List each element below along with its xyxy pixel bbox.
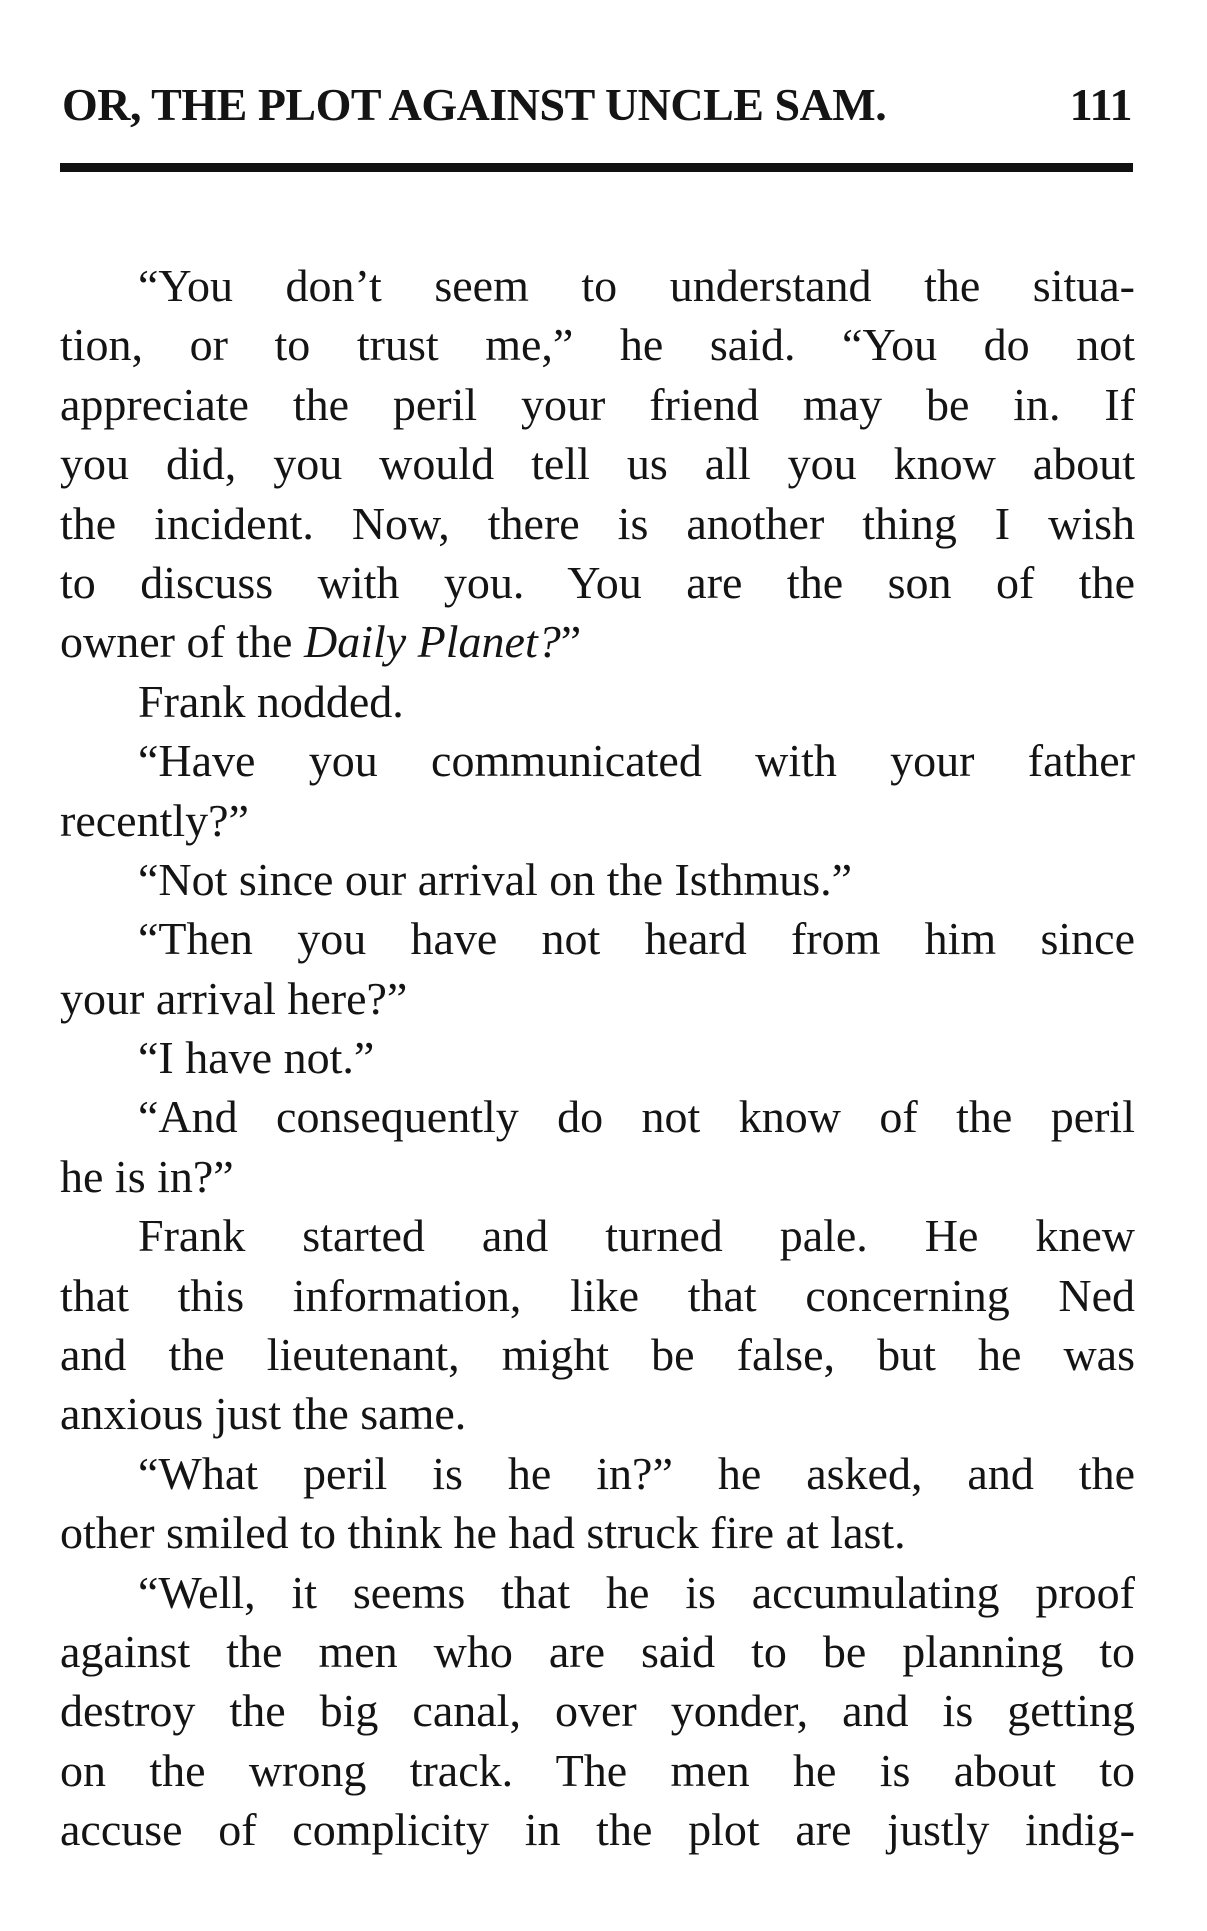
text-line: recently?” <box>60 794 249 846</box>
running-title: OR, THE PLOT AGAINST UNCLE SAM. <box>62 79 887 130</box>
text-line: he is in?” <box>60 1150 234 1202</box>
header-rule <box>60 163 1133 172</box>
text-line: “Then you have not heard from him since <box>138 913 1135 965</box>
text-line: “I have not.” <box>138 1032 375 1084</box>
text-line: “What peril is he in?” he asked, and the <box>138 1447 1135 1499</box>
text-line: Frank started and turned pale. He knew <box>138 1210 1135 1262</box>
text-line: tion, or to trust me,” he said. “You do not <box>60 319 1135 371</box>
newspaper-title: Daily Planet? <box>303 616 561 668</box>
text-line: the incident. Now, there is another thing I wish <box>60 497 1135 549</box>
text-line: you did, you would tell us all you know about <box>60 438 1135 490</box>
text-line: “Have you communicated with your father <box>138 735 1135 787</box>
text-line: on the wrong track. The men he is about to <box>60 1744 1135 1796</box>
text-line: your arrival here?” <box>60 972 408 1024</box>
text-line: “Not since our arrival on the Isthmus.” <box>138 853 853 905</box>
text-line: “Well, it seems that he is accumulating proof <box>138 1566 1135 1618</box>
text-line: other smiled to think he had struck fire at last. <box>60 1507 906 1559</box>
text-line: “And consequently do not know of the peril <box>138 1091 1135 1143</box>
text-line: that this information, like that concerning Ned <box>60 1269 1135 1321</box>
text-line: accuse of complicity in the plot are justly indig- <box>60 1804 1135 1856</box>
body-text <box>60 256 1135 1860</box>
text-line: anxious just the same. <box>60 1388 467 1440</box>
text-line: Frank nodded. <box>138 675 404 727</box>
text-line: owner of the Daily Planet?” <box>60 616 582 668</box>
running-head <box>62 78 1132 148</box>
page-number: 111 <box>1069 79 1132 130</box>
text-line: and the lieutenant, might be false, but he was <box>60 1329 1135 1381</box>
text-line: destroy the big canal, over yonder, and is getting <box>60 1685 1135 1737</box>
text-line: against the men who are said to be planning to <box>60 1625 1135 1677</box>
text-line: appreciate the peril your friend may be in. If <box>60 378 1135 430</box>
text-line: “You don’t seem to understand the situa- <box>138 260 1135 311</box>
text-line: to discuss with you. You are the son of the <box>60 556 1135 608</box>
